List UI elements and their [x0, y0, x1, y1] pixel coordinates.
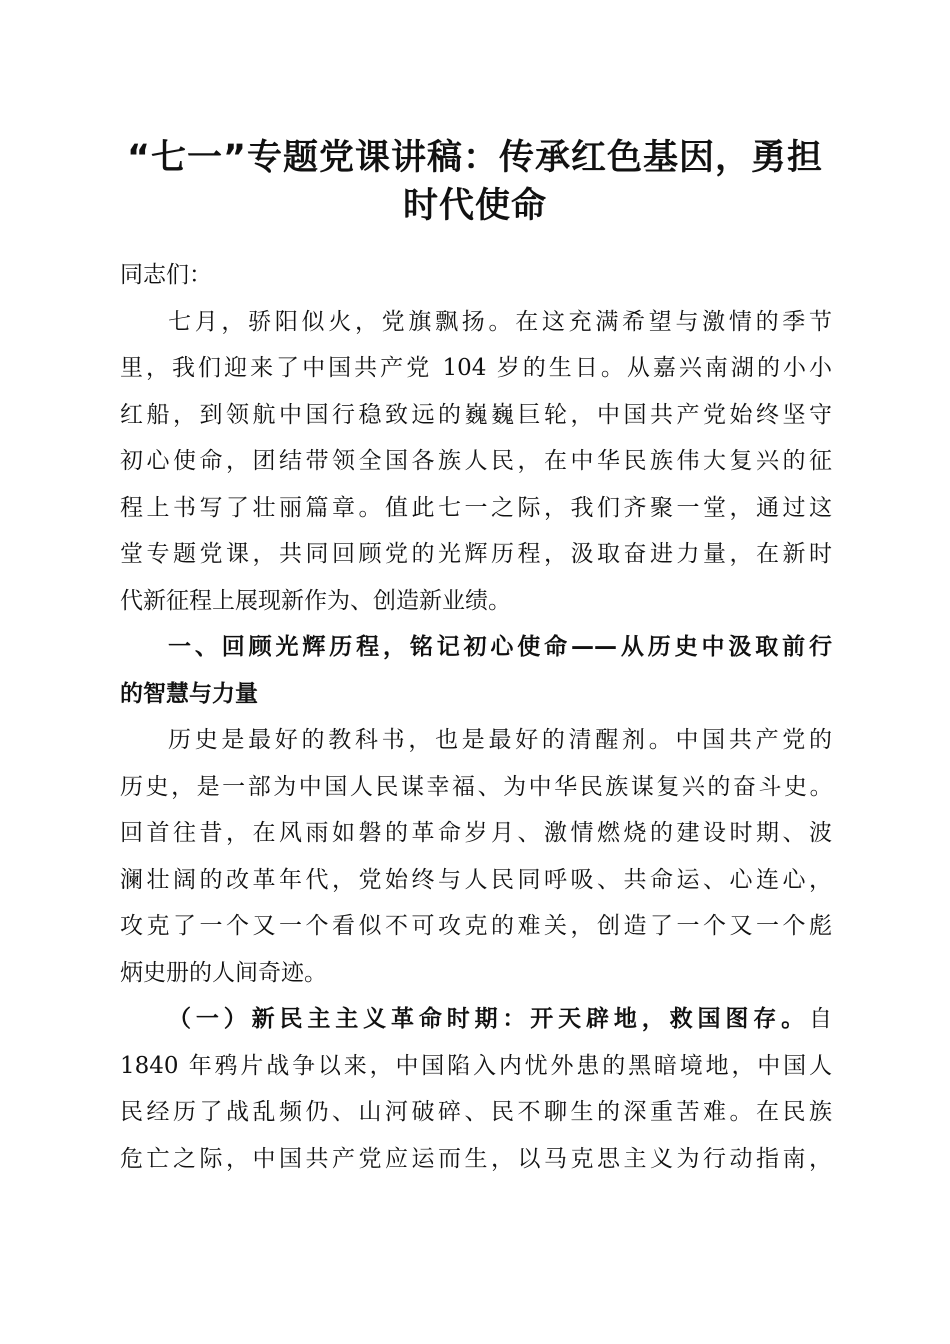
- subsection-1-line: 民经历了战乱频仍、山河破碎、民不聊生的深重苦难。在民族: [120, 1099, 832, 1125]
- intro-line: 七月，骄阳似火，党旗飘扬。在这充满希望与激情的季节: [168, 308, 832, 335]
- history-line: 炳史册的人间奇迹。: [120, 959, 327, 986]
- history-line: 攻克了一个又一个看似不可攻克的难关，创造了一个又一个彪: [120, 913, 832, 939]
- subsection-1-first-line: [120, 996, 832, 1043]
- history-paragraph: [120, 717, 832, 996]
- title-line-1: “七一”专题党课讲稿：传承红色基因，勇担: [126, 138, 823, 178]
- section-heading-1: [120, 624, 832, 717]
- salutation: 同志们：: [120, 262, 212, 288]
- intro-line: 堂专题党课，共同回顾党的光辉历程，汲取奋进力量，在新时: [120, 541, 832, 567]
- subsection-1-line: 危亡之际，中国共产党应运而生，以马克思主义为行动指南，: [120, 1145, 832, 1172]
- intro-line: 代新征程上展现新作为、创造新业绩。: [120, 587, 511, 614]
- subsection-1-paragraph: [120, 996, 832, 1182]
- subsection-1-heading: （一）新民主主义革命时期：开天辟地，救国图存。: [168, 1005, 809, 1032]
- intro-line: 初心使命，团结带领全国各族人民，在中华民族伟大复兴的征: [120, 448, 832, 474]
- intro-line: 红船，到领航中国行稳致远的巍巍巨轮，中国共产党始终坚守: [120, 401, 832, 428]
- intro-paragraph: [120, 299, 832, 625]
- history-line: 澜壮阔的改革年代，党始终与人民同呼吸、共命运、心连心，: [120, 866, 832, 893]
- document-title: [100, 134, 850, 230]
- document-body: [120, 252, 832, 1182]
- history-line: 历史是最好的教科书，也是最好的清醒剂。中国共产党的: [168, 727, 832, 753]
- subsection-1-line: 1840 年鸦片战争以来，中国陷入内忧外患的黑暗境地，中国人: [120, 1052, 832, 1079]
- subsection-1-first-text: 自: [809, 1006, 832, 1032]
- intro-line: 里，我们迎来了中国共产党 104 岁的生日。从嘉兴南湖的小小: [120, 355, 832, 381]
- intro-line: 程上书写了壮丽篇章。值此七一之际，我们齐聚一堂，通过这: [120, 494, 832, 521]
- heading-line: 一、回顾光辉历程，铭记初心使命——从历史中汲取前行: [168, 634, 832, 660]
- title-line-2: 时代使命: [402, 186, 547, 226]
- history-line: 回首往昔，在风雨如磐的革命岁月、激情燃烧的建设时期、波: [120, 820, 832, 846]
- heading-line: 的智慧与力量: [120, 680, 258, 707]
- salutation-paragraph: [120, 252, 832, 299]
- history-line: 历史，是一部为中国人民谋幸福、为中华民族谋复兴的奋斗史。: [120, 773, 832, 800]
